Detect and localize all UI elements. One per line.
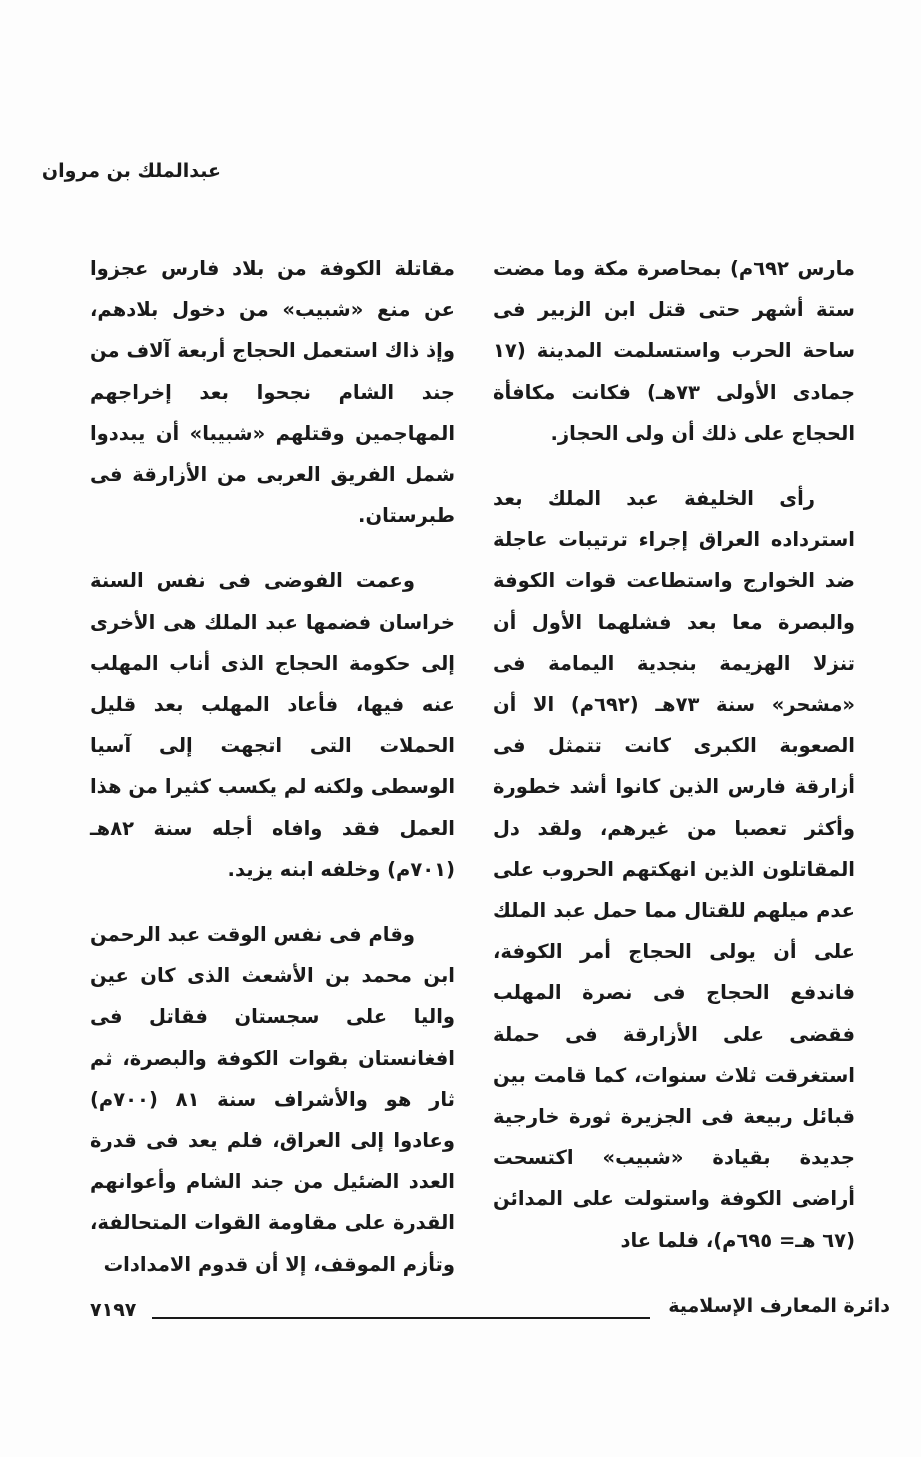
paragraph: مقاتلة الكوفة من بلاد فارس عجزوا عن منع «شبيب» من دخول بلادهم، وإذ ذاك استعمل الحجاج أربعة آلاف من جند الشام نجحوا بعد إخراجهم المهاجمين وقتلهم «شبيبا» أن يبددوا شمل الفريق العربى من الأزارقة فى طبرستان.: [90, 257, 455, 528]
paragraph: وقام فى نفس الوقت عبد الرحمن ابن محمد بن الأشعث الذى كان عين واليا على سجستان فقاتل فى افغانستان بقوات الكوفة والبصرة، ثم ثار هو والأشراف سنة ٨١ (٧٠٠م) وعادوا إلى العراق، فلم يعد فى قدرة العدد الضئيل من جند الشام وأعوانهم القدرة على مقاومة القوات المتحالفة، وتأزم الموقف، إلا أن قدوم الامدادات: [90, 923, 455, 1276]
page-number: ٧١٩٧: [90, 1299, 137, 1321]
page-footer: [90, 1295, 890, 1325]
right-text-column: [493, 248, 855, 1285]
paragraph: رأى الخليفة عبد الملك بعد استرداده العراق إجراء ترتيبات عاجلة ضد الخوارج واستطاعت قوات الكوفة والبصرة معا بعد فشلهما الأول أن تنزلا الهزيمة بنجدية اليمامة فى «مشحر» سنة ٧٣هـ (٦٩٢م) الا أن الصعوبة الكبرى كانت تتمثل فى أزارقة فارس الذين كانوا أشد خطورة وأكثر تعصبا من غيرهم، ولقد دل المقاتلون الذين انهكتهم الحروب على عدم ميلهم للقتال مما حمل عبد الملك على أن يولى الحجاج أمر الكوفة، فاندفع الحجاج فى نصرة المهلب فقضى على الأزارقة فى حملة استغرقت ثلاث سنوات، كما قامت بين قبائل ربيعة فى الجزيرة ثورة خارجية جديدة بقيادة «شبيب» اكتسحت أراضى الكوفة واستولت على المدائن (٦٧ هـ= ٦٩٥م)، فلما عاد: [493, 487, 855, 1252]
paragraph: وعمت الفوضى فى نفس السنة خراسان فضمها عبد الملك هى الأخرى إلى حكومة الحجاج الذى أناب المهلب عنه فيها، فأعاد المهلب بعد قليل الحملات التى اتجهت إلى آسيا الوسطى ولكنه لم يكسب كثيرا من هذا العمل فقد وافاه أجله سنة ٨٢هـ (٧٠١م) وخلفه ابنه يزيد.: [90, 569, 455, 881]
running-header-title: عبدالملك بن مروان: [41, 160, 221, 182]
paragraph: مارس ٦٩٢م) بمحاصرة مكة وما مضت ستة أشهر حتى قتل ابن الزبير فى ساحة الحرب واستسلمت المدينة (١٧ جمادى الأولى ٧٣هـ) فكانت مكافأة الحجاج على ذلك أن ولى الحجاز.: [493, 257, 855, 445]
footer-title: دائرة المعارف الإسلامية: [668, 1295, 890, 1317]
left-text-column: [90, 248, 455, 1309]
footer-divider: [152, 1317, 650, 1319]
